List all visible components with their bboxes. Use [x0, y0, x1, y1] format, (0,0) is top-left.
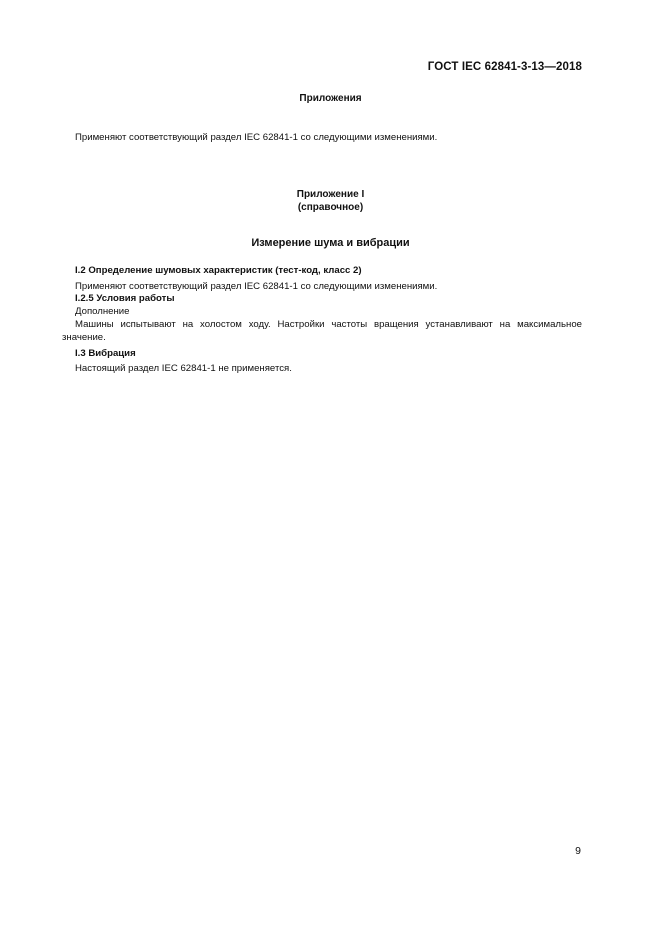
- appendix-title: Приложение I: [296, 189, 365, 200]
- clause-i2-heading: I.2 Определение шумовых характеристик (тест-код, класс 2): [75, 265, 362, 276]
- clause-i25-label: Дополнение: [75, 306, 130, 317]
- annexes-intro-text: Применяют соответствующий раздел IEC 62841-1 со следующими изменениями.: [75, 132, 438, 143]
- clause-i2-text: Применяют соответствующий раздел IEC 62841-1 со следующими изменениями.: [75, 281, 438, 292]
- appendix-subtitle: (справочное): [297, 202, 364, 213]
- clause-i25-text: Машины испытывают на холостом ходу. Настройки частоты вращения устанавливают на максимальное значение.: [62, 319, 582, 343]
- clause-i3-heading: I.3 Вибрация: [75, 348, 136, 359]
- clause-i3-text: Настоящий раздел IEC 62841-1 не применяется.: [75, 363, 292, 374]
- document-code-header: ГОСТ IEC 62841-3-13—2018: [427, 61, 582, 73]
- page-number: 9: [575, 845, 581, 857]
- clause-i25-heading: I.2.5 Условия работы: [75, 293, 175, 304]
- appendix-section-title: Измерение шума и вибрации: [251, 237, 410, 249]
- annexes-heading: Приложения: [299, 93, 362, 104]
